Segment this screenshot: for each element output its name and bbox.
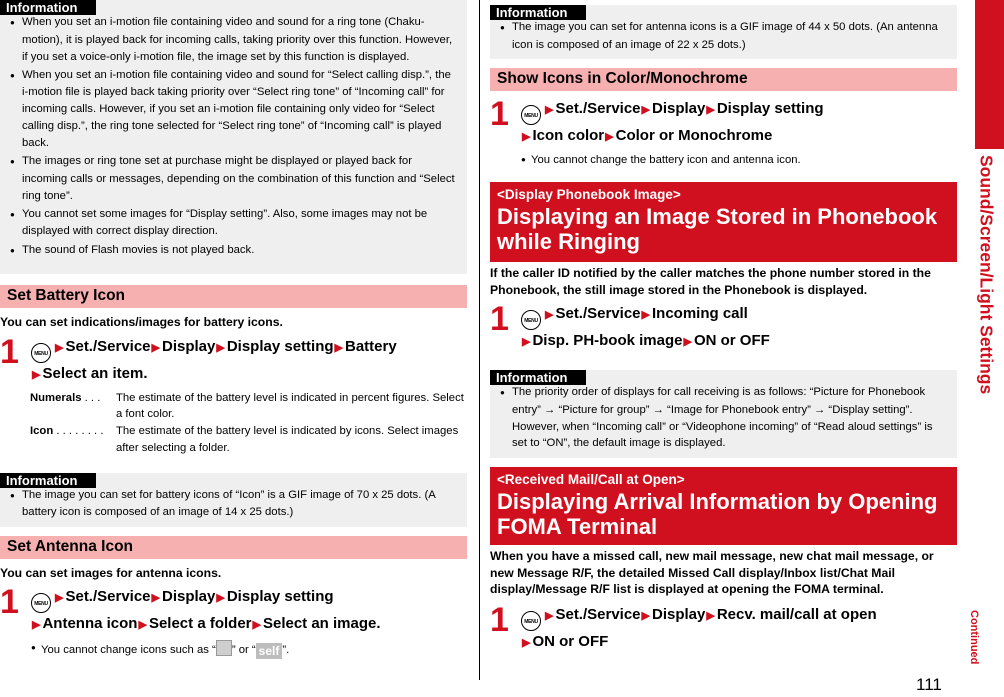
note-text: You cannot change the battery icon and antenna icon. xyxy=(531,154,801,166)
definition-row xyxy=(30,423,467,457)
arrow-icon: ▶ xyxy=(545,309,554,321)
path-item: Color or Monochrome xyxy=(615,127,773,144)
arrow-icon: ▶ xyxy=(545,609,554,622)
arrow-icon: ▶ xyxy=(522,131,531,143)
arrow-icon: ▶ xyxy=(641,104,650,116)
arrow-icon: ▶ xyxy=(522,336,531,348)
arrow-icon: ▶ xyxy=(138,619,147,632)
info-bullet: ● The image you can set for battery icons of “Icon” is a GIF image of 70 x 25 dots. (A battery icon is composed of an image of 14 x 25 dots.) xyxy=(10,487,457,522)
menu-key-icon: MENU xyxy=(521,310,541,330)
arrow-icon: ▶ xyxy=(334,341,343,354)
step-number: 1 xyxy=(490,600,509,639)
info-bullet: ● When you set an i-motion file containing video and sound for a ring tone (Chaku-motion), it is played back for incoming calls, taking priority over this function. However, if you set a voice-only i-motion file, the image set by this function is displayed. xyxy=(10,14,457,65)
step xyxy=(0,583,467,636)
information-label: Information xyxy=(0,0,96,15)
leader-dots: . . . . . . . . xyxy=(53,425,104,438)
path-item: Select an item. xyxy=(42,364,148,382)
definition-desc: The estimate of the battery level is indicated by icons. Select images after selecting a folder. xyxy=(116,425,459,454)
path-item: Disp. PH-book image xyxy=(532,332,683,349)
path-item: Select an image. xyxy=(262,615,381,633)
step xyxy=(490,600,957,654)
step-number: 1 xyxy=(490,95,509,133)
section-intro: You can set images for antenna icons. xyxy=(0,565,222,580)
path-item: Set./Service xyxy=(555,305,641,322)
path-item: Display setting xyxy=(226,337,334,355)
arrow-icon: ▶ xyxy=(641,609,650,622)
path-item: Recv. mail/call at open xyxy=(716,605,877,623)
left-column xyxy=(0,0,467,659)
self-icon: self xyxy=(256,643,283,659)
arrow-icon: ▶ xyxy=(641,309,650,321)
info-bullet: ● You cannot set some images for “Display setting”. Also, some images may not be displayed with correct display direction. xyxy=(10,206,457,241)
step-number: 1 xyxy=(490,300,509,338)
path-item: Incoming call xyxy=(652,305,748,322)
column-divider xyxy=(479,0,480,680)
path-item: Display xyxy=(162,588,216,606)
feature-subtitle: <Display Phonebook Image> xyxy=(497,187,681,202)
info-bullet: ● The image you can set for antenna icons is a GIF image of 44 x 50 dots. (An antenna icon is composed of an image of 22 x 25 dots.) xyxy=(500,19,947,54)
arrow-icon: ▶ xyxy=(32,368,41,381)
path-item: Set./Service xyxy=(555,605,641,623)
menu-key-icon: MENU xyxy=(521,105,541,125)
arrow-icon: ▶ xyxy=(545,104,554,116)
path-item: Select a folder xyxy=(148,615,252,633)
information-box xyxy=(0,0,467,274)
section-intro: When you have a missed call, new mail message, new chat mail message, or new Message R/F, the detailed Missed Call display/Inbox list/Chat Mail display/Message R/F list is displayed at opening the FOMA terminal. xyxy=(490,549,934,596)
definition-list xyxy=(30,390,467,457)
path-item: ON or OFF xyxy=(532,632,609,650)
path-item: Display xyxy=(652,100,706,117)
definition-term: Numerals xyxy=(30,391,82,404)
path-item: Display setting xyxy=(716,100,824,117)
chapter-title: Sound/Screen/Light Settings xyxy=(976,155,997,395)
menu-key-icon: MENU xyxy=(521,611,541,631)
menu-key-icon: MENU xyxy=(31,343,51,363)
arrow-icon: ▶ xyxy=(55,341,64,354)
antenna-icon xyxy=(216,640,232,656)
path-item: Antenna icon xyxy=(42,615,138,633)
path-item: Display xyxy=(162,337,216,355)
arrow-icon: ▶ xyxy=(252,619,261,632)
info-bullet: ● The images or ring tone set at purchase might be displayed or played back for incoming calls or messages, depending on the combination of this function and “Select ring tone”. xyxy=(10,153,457,204)
note-text: ” or “ xyxy=(231,644,256,657)
continued-label: Continued xyxy=(968,610,980,665)
arrow-icon: ▶ xyxy=(32,619,41,632)
step-note xyxy=(490,152,957,168)
definition-term: Icon xyxy=(30,425,54,438)
chapter-tab xyxy=(975,0,1004,149)
definition-desc: The estimate of the battery level is indicated in percent figures. Select a font color. xyxy=(116,391,464,421)
arrow-icon: ▶ xyxy=(683,336,692,348)
section-heading-antenna: Set Antenna Icon xyxy=(0,536,467,559)
info-bullet: ● The priority order of displays for call receiving is as follows: “Picture for Phonebook entry” → “Picture for group” → “Image for Phonebook entry” → “Display setting”. However, when “Incoming call” or “Videophone incoming” of “Read aloud settings” is set to “ON”, the default image is displayed. xyxy=(500,384,947,452)
feature-title: Displaying an Image Stored in Phonebook while Ringing xyxy=(497,204,938,254)
info-bullet: ● When you set an i-motion file containing video and sound for “Select calling disp.”, the i-motion file is played back taking priority over “Select ring tone” of “Incoming call” for incoming calls. However, if you set an i-motion file containing only video for “Select calling disp.”, the ring tone selected for “Select ring tone” of “Incoming call” is played back. xyxy=(10,67,457,152)
path-item: ON or OFF xyxy=(693,332,770,349)
step xyxy=(490,95,957,148)
path-item: Display setting xyxy=(226,588,334,606)
arrow-icon: ▶ xyxy=(151,341,160,354)
arrow-icon: ▶ xyxy=(216,592,225,605)
right-column xyxy=(490,0,957,654)
path-item: Set./Service xyxy=(555,100,641,117)
section-heading-battery: Set Battery Icon xyxy=(0,285,467,308)
step xyxy=(490,300,957,353)
feature-heading-arrival xyxy=(490,467,957,545)
feature-subtitle: <Received Mail/Call at Open> xyxy=(497,472,685,487)
arrow-icon: ▶ xyxy=(55,592,64,605)
path-item: Battery xyxy=(345,337,397,355)
section-intro: If the caller ID notified by the caller matches the phone number stored in the Phonebook, the still image stored in the Phonebook is displayed. xyxy=(490,266,931,297)
information-label: Information xyxy=(490,370,586,385)
definition-row xyxy=(30,390,467,424)
information-box xyxy=(490,5,957,59)
arrow-icon: ▶ xyxy=(706,104,715,116)
section-intro: You can set indications/images for battery icons. xyxy=(0,315,283,329)
feature-heading-phonebook xyxy=(490,182,957,262)
arrow-icon: ▶ xyxy=(216,341,225,354)
info-bullet: ● The sound of Flash movies is not played back. xyxy=(10,242,457,260)
leader-dots: . . . xyxy=(81,391,101,404)
arrow-icon: ▶ xyxy=(522,636,531,649)
menu-key-icon: MENU xyxy=(31,593,51,613)
information-box xyxy=(490,370,957,458)
note-text: ”. xyxy=(282,644,290,657)
page-number: 111 xyxy=(916,675,942,694)
note-text: You cannot change icons such as “ xyxy=(41,644,216,657)
arrow-icon: ▶ xyxy=(605,131,614,143)
information-label: Information xyxy=(0,473,96,488)
step-number: 1 xyxy=(0,583,19,622)
path-item: Icon color xyxy=(532,127,605,144)
path-item: Set./Service xyxy=(65,337,151,355)
path-item: Set./Service xyxy=(65,588,151,606)
step-number: 1 xyxy=(0,332,19,371)
information-label: Information xyxy=(490,5,586,20)
section-heading-icon-color: Show Icons in Color/Monochrome xyxy=(490,68,957,91)
arrow-icon: ▶ xyxy=(706,609,715,622)
step-note xyxy=(0,640,467,659)
path-item: Display xyxy=(652,605,706,623)
information-box xyxy=(0,473,467,527)
step xyxy=(0,332,467,386)
arrow-icon: ▶ xyxy=(151,592,160,605)
feature-title: Displaying Arrival Information by Opening FOMA Terminal xyxy=(497,489,938,539)
